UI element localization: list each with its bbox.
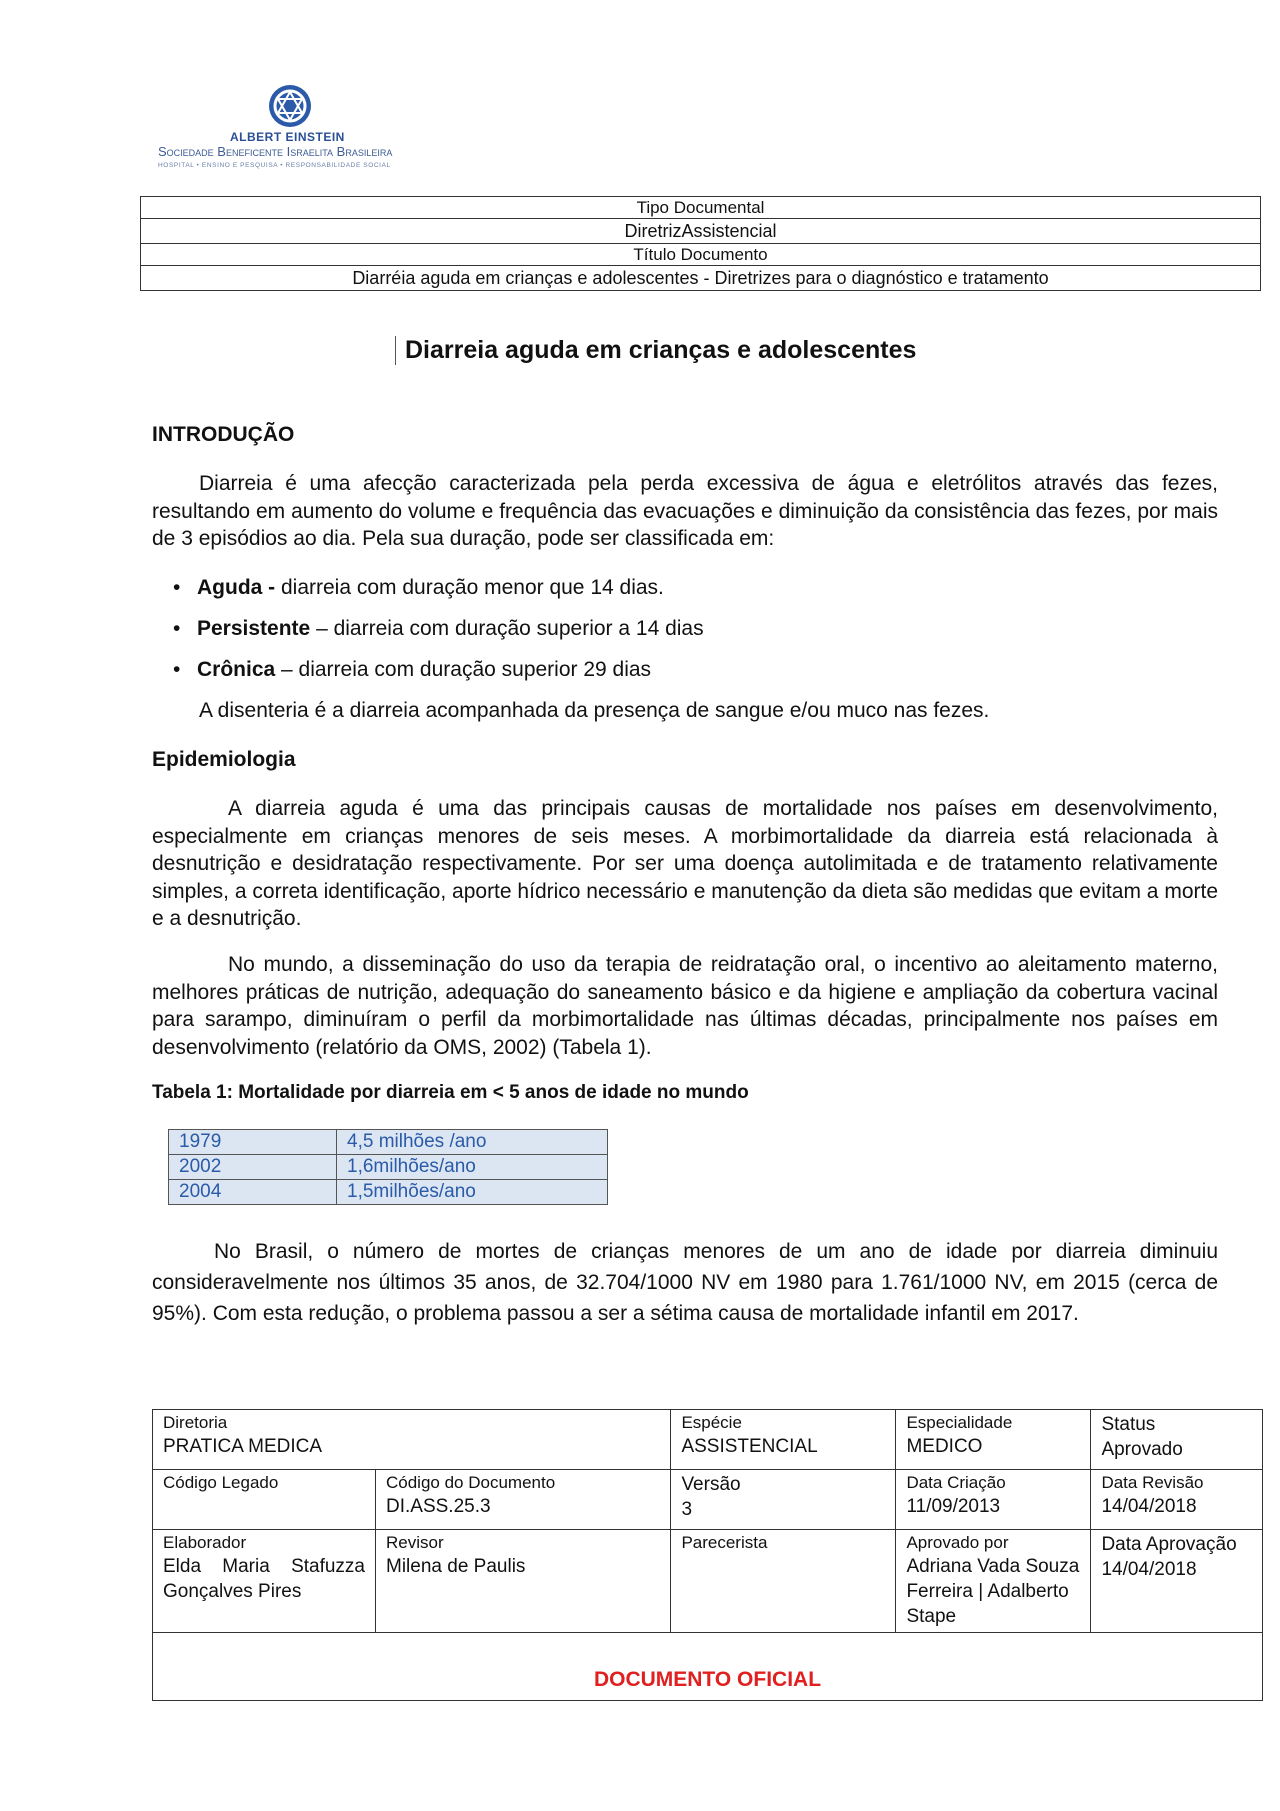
bullet-persistente [197, 617, 704, 641]
aprovado-por-value: Adriana Vada Souza Ferreira | Adalberto Stape [906, 1556, 1080, 1627]
epidemiologia-heading: Epidemiologia [152, 748, 296, 771]
tipo-value: DiretrizAssistencial [141, 219, 1261, 244]
value-cell: 1,5milhões/ano [337, 1180, 608, 1205]
table-row [169, 1130, 608, 1155]
logo [158, 84, 458, 176]
value-cell: 4,5 milhões /ano [337, 1130, 608, 1155]
revisor-label: Revisor [386, 1533, 444, 1552]
table-caption: Tabela 1: Mortalidade por diarreia em < 5 anos de idade no mundo [152, 1082, 749, 1103]
data-aprovacao-cell [1091, 1530, 1263, 1633]
data-aprovacao-value: 14/04/2018 [1101, 1559, 1197, 1580]
tipo-label: Tipo Documental [141, 197, 1261, 219]
data-revisao-label: Data Revisão [1101, 1473, 1204, 1492]
data-revisao-cell [1091, 1470, 1263, 1530]
logo-subtitle: Sociedade Beneficente Israelita Brasileira [158, 144, 393, 159]
table-row [169, 1180, 608, 1205]
diretoria-label: Diretoria [163, 1413, 228, 1432]
codigo-doc-cell [376, 1470, 671, 1530]
especie-value: ASSISTENCIAL [681, 1436, 818, 1457]
codigo-legado-cell [153, 1470, 376, 1530]
year-cell: 2002 [169, 1155, 337, 1180]
official-cell [153, 1633, 1263, 1701]
year-cell: 1979 [169, 1130, 337, 1155]
intro-heading: INTRODUÇÃO [152, 423, 295, 446]
epidemiologia-p3: No Brasil, o número de mortes de crianças menores de um ano de idade por diarreia diminuiu consideravelmente nos últimos 35 anos, de 32.704/1000 NV em 1980 para 1.761/1000 NV, em 2015 (cerca de 95%). Com esta redução, o problema passou a ser a sétima causa de mortalidade infantil em 2017. [152, 1240, 1218, 1325]
especialidade-cell [896, 1410, 1091, 1470]
bullet-text: diarreia com duração menor que 14 dias. [275, 576, 664, 599]
revisor-cell [376, 1530, 671, 1633]
footer-table [152, 1409, 1263, 1701]
parecerista-label: Parecerista [681, 1533, 768, 1552]
bullet-term: Aguda - [197, 576, 276, 599]
header-table [140, 196, 1261, 291]
epidemiologia-p1: A diarreia aguda é uma das principais causas de mortalidade nos países em desenvolvimento, especialmente em crianças menores de seis meses. A morbimortalidade da diarreia está relacionada à desnutrição e desidratação respectivamente. Por ser uma doença autolimitada e de tratamento relativamente simples, a correta identificação, aporte hídrico necessário e manutenção da dieta são medidas que evitam a morte e a desnutrição. [152, 797, 1218, 930]
official-stamp: DOCUMENTO OFICIAL [593, 1668, 822, 1691]
year-cell: 2004 [169, 1180, 337, 1205]
data-aprovacao-label: Data Aprovação [1101, 1534, 1237, 1555]
bullet-text: – diarreia com duração superior a 14 dias [310, 617, 704, 640]
bullet-text: – diarreia com duração superior 29 dias [275, 658, 652, 681]
versao-value: 3 [681, 1499, 693, 1520]
elaborador-cell [153, 1530, 376, 1633]
table-row [169, 1155, 608, 1180]
intro-paragraph: Diarreia é uma afecção caracterizada pela perda excessiva de água e eletrólitos através das fezes, resultando em aumento do volume e frequência das evacuações e diminuição da consistência das fezes, por mais de 3 episódios ao dia. Pela sua duração, pode ser classificada em: [152, 472, 1218, 550]
logo-name: ALBERT EINSTEIN [230, 130, 345, 144]
aprovado-por-label: Aprovado por [906, 1533, 1009, 1552]
aprovado-por-cell [896, 1530, 1091, 1633]
codigo-legado-label: Código Legado [163, 1473, 279, 1492]
mortality-table [168, 1129, 608, 1205]
data-criacao-value: 11/09/2013 [906, 1496, 1001, 1517]
data-revisao-value: 14/04/2018 [1101, 1496, 1197, 1517]
versao-label: Versão [681, 1474, 741, 1495]
elaborador-value: Elda Maria Stafuzza Gonçalves Pires [163, 1556, 365, 1602]
status-cell [1091, 1410, 1263, 1470]
data-criacao-cell [896, 1470, 1091, 1530]
diretoria-cell [153, 1410, 671, 1470]
status-label: Status [1101, 1414, 1156, 1435]
bullet-term: Persistente [197, 617, 311, 640]
value-cell: 1,6milhões/ano [337, 1155, 608, 1180]
disenteria-text: A disenteria é a diarreia acompanhada da presença de sangue e/ou muco nas fezes. [199, 699, 990, 722]
parecerista-cell [671, 1530, 896, 1633]
titulo-value: Diarréia aguda em crianças e adolescentes - Diretrizes para o diagnóstico e tratamento [141, 266, 1261, 291]
codigo-doc-label: Código do Documento [386, 1473, 556, 1492]
codigo-doc-value: DI.ASS.25.3 [386, 1496, 491, 1517]
logo-tagline: HOSPITAL • ENSINO E PESQUISA • RESPONSABILIDADE SOCIAL [158, 162, 391, 169]
elaborador-label: Elaborador [163, 1533, 247, 1552]
versao-cell [671, 1470, 896, 1530]
document-title: Diarreia aguda em crianças e adolescentes [395, 336, 916, 365]
revisor-value: Milena de Paulis [386, 1556, 526, 1577]
data-criacao-label: Data Criação [906, 1473, 1006, 1492]
diretoria-value: PRATICA MEDICA [163, 1436, 323, 1457]
especialidade-label: Especialidade [906, 1413, 1013, 1432]
bullet-cronica [197, 658, 651, 682]
epidemiologia-p2: No mundo, a disseminação do uso da terapia de reidratação oral, o incentivo ao aleitamento materno, melhores práticas de nutrição, adequação do saneamento básico e da higiene e ampliação da cobertura vacinal para sarampo, diminuíram o perfil da morbimortalidade nas últimas décadas, principalmente nos países em desenvolvimento (relatório da OMS, 2002) (Tabela 1). [152, 953, 1218, 1059]
titulo-label: Título Documento [141, 244, 1261, 266]
status-value: Aprovado [1101, 1439, 1183, 1460]
bullet-term: Crônica [197, 658, 276, 681]
especialidade-value: MEDICO [906, 1436, 983, 1457]
einstein-emblem-icon [268, 84, 312, 128]
especie-label: Espécie [681, 1413, 742, 1432]
especie-cell [671, 1410, 896, 1470]
bullet-aguda [197, 576, 664, 600]
